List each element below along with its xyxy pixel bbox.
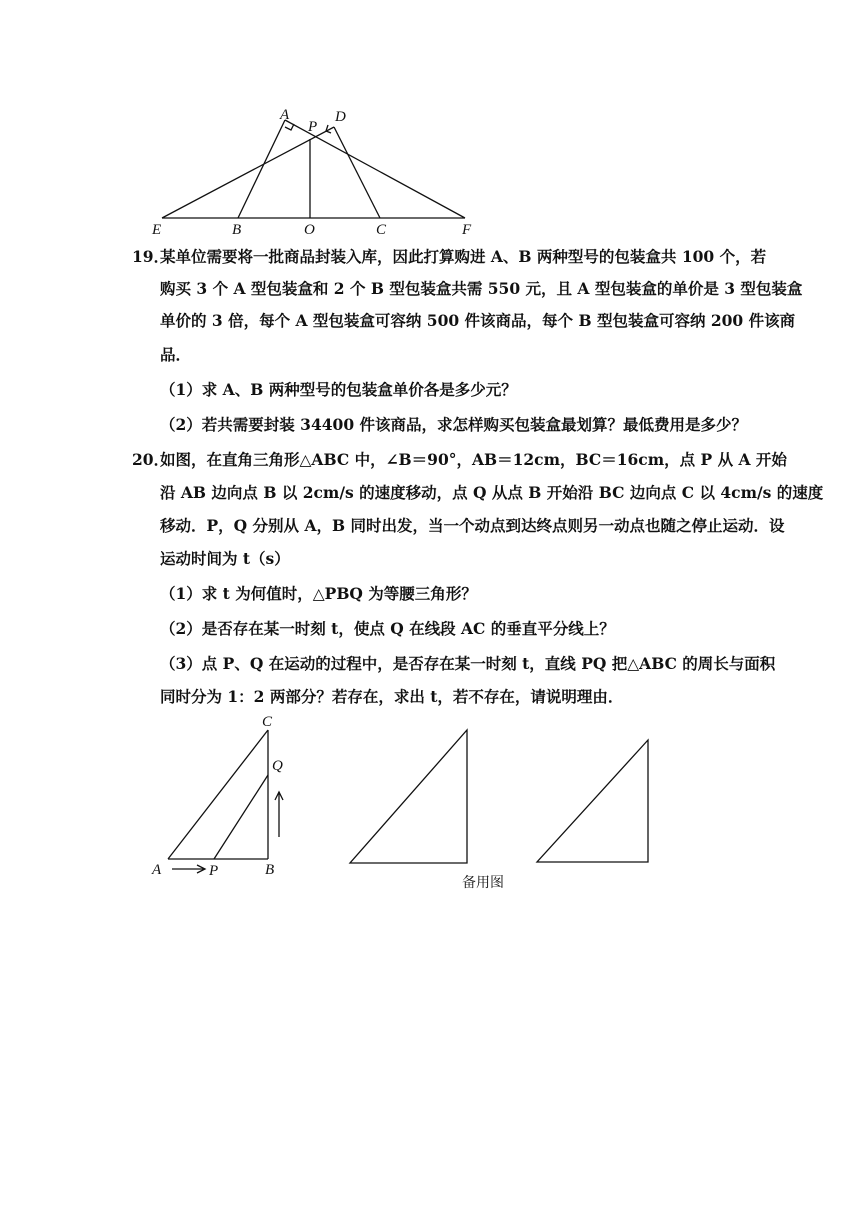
backup-figure-caption: 备用图 xyxy=(462,875,504,891)
question-20-part-1: （1）求 t 为何值时，△PBQ 为等腰三角形？ xyxy=(160,584,477,603)
label-F: F xyxy=(462,222,472,238)
label-P: P xyxy=(308,119,318,135)
question-20-part-2: （2）是否存在某一时刻 t，使点 Q 在线段 AC 的垂直平分线上？ xyxy=(160,619,615,638)
label-C: C xyxy=(376,222,387,238)
question-20-line-4: 运动时间为 t（s） xyxy=(160,549,290,568)
label-C: C xyxy=(262,714,273,730)
label-D: D xyxy=(335,109,346,125)
question-20-line-1: 如图，在直角三角形△ABC 中，∠B＝90°，AB＝12cm，BC＝16cm，点 P 从 A 开始 xyxy=(160,450,787,469)
label-B: B xyxy=(232,222,242,238)
question-20-part-4: 同时分为 1：2 两部分？若存在，求出 t，若不存在，请说明理由． xyxy=(160,687,624,706)
question-20-part-3: （3）点 P、Q 在运动的过程中，是否存在某一时刻 t，直线 PQ 把△ABC 的周长与面积 xyxy=(160,654,776,673)
label-P: P xyxy=(209,863,219,879)
figure-2-triangle-diagram xyxy=(148,712,298,882)
question-19-line-3: 单价的 3 倍，每个 A 型包装盒可容纳 500 件该商品，每个 B 型包装盒可容纳 200 件该商 xyxy=(160,311,796,330)
label-A: A xyxy=(152,862,162,878)
figure-1-diagram xyxy=(140,105,480,240)
question-19-line-2: 购买 3 个 A 型包装盒和 2 个 B 型包装盒共需 550 元，且 A 型包装盒的单价是 3 型包装盒 xyxy=(160,279,803,298)
question-19-part-1: （1）求 A、B 两种型号的包装盒单价各是多少元？ xyxy=(160,380,517,399)
label-E: E xyxy=(152,222,162,238)
question-19-line-4: 品． xyxy=(160,345,192,364)
label-Q: Q xyxy=(272,758,283,774)
question-19-number: 19． xyxy=(132,247,170,266)
question-19-part-2: （2）若共需要封装 34400 件该商品，求怎样购买包装盒最划算？最低费用是多少？ xyxy=(160,415,748,434)
question-20-line-3: 移动．P，Q 分别从 A，B 同时出发，当一个动点到达终点则另一动点也随之停止运动．设 xyxy=(160,516,785,535)
backup-triangle-1 xyxy=(345,725,475,870)
question-20-line-2: 沿 AB 边向点 B 以 2cm/s 的速度移动，点 Q 从点 B 开始沿 BC 边向点 C 以 4cm/s 的速度 xyxy=(160,483,824,502)
label-A: A xyxy=(280,107,290,123)
question-19-line-1: 某单位需要将一批商品封装入库，因此打算购进 A、B 两种型号的包装盒共 100 个，若 xyxy=(160,247,767,266)
backup-triangle-2 xyxy=(533,736,653,868)
label-O: O xyxy=(304,222,315,238)
question-20-number: 20． xyxy=(132,450,170,469)
label-B: B xyxy=(265,862,275,878)
